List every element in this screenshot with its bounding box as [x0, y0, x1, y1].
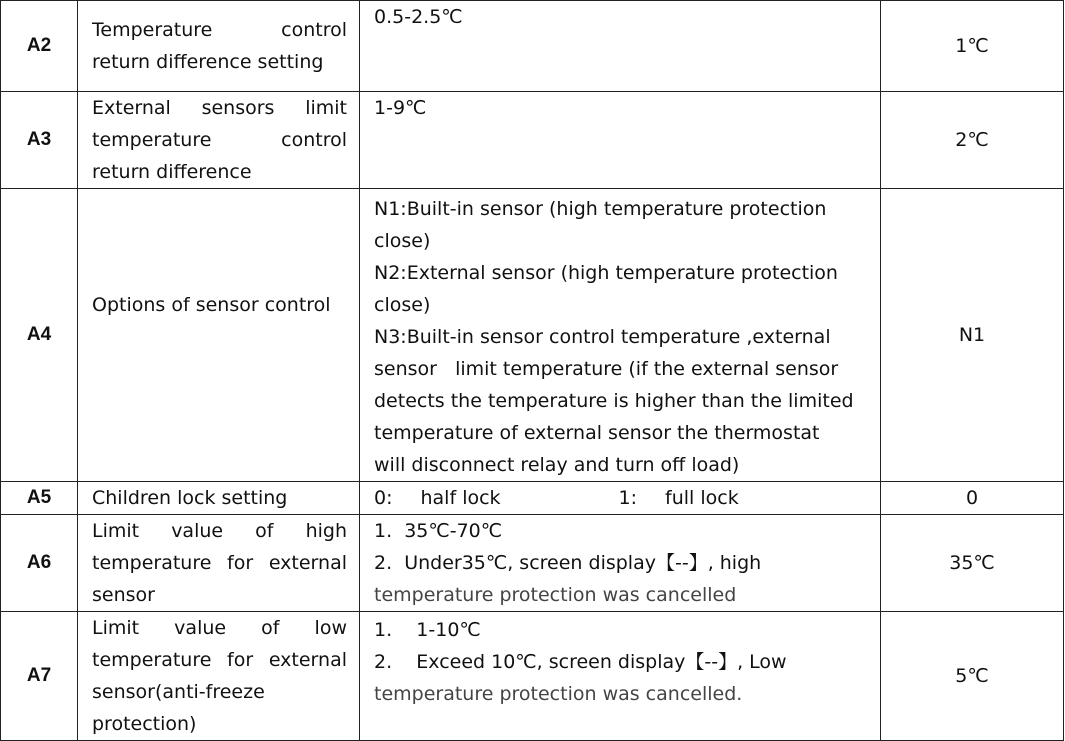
range-line: 2. Under35℃, screen display【--】, high — [374, 552, 762, 574]
name-line: External sensors limit — [92, 97, 347, 119]
name-line: temperature for external — [92, 649, 347, 671]
default-value: N1 — [881, 189, 1064, 482]
parameter-code: A4 — [1, 189, 78, 482]
parameter-code: A7 — [1, 612, 78, 741]
range-line: temperature of external sensor the thermostat — [374, 422, 820, 444]
range-line: temperature protection was cancelled. — [374, 683, 743, 705]
name-line: sensor — [92, 584, 155, 606]
parameter-name — [78, 515, 360, 612]
setting-range — [360, 1, 881, 92]
parameter-name: Children lock setting — [78, 482, 360, 515]
setting-range — [360, 92, 881, 189]
name-line: sensor(anti-freeze — [92, 681, 265, 703]
parameter-name: Options of sensor control — [78, 189, 360, 482]
table-row — [1, 189, 1064, 482]
range-line: temperature protection was cancelled — [374, 584, 737, 606]
setting-range — [360, 482, 881, 515]
option-label: half lock — [420, 487, 501, 509]
default-value: 35℃ — [881, 515, 1064, 612]
range-line: close) — [374, 294, 431, 316]
table-row — [1, 515, 1064, 612]
parameter-code: A6 — [1, 515, 78, 612]
parameter-code: A2 — [1, 1, 78, 92]
range-line: 2. Exceed 10℃, screen display【--】, Low — [374, 651, 787, 673]
option-label: full lock — [665, 487, 739, 509]
range-line: 1-9℃ — [374, 97, 427, 119]
option-key: 0: — [374, 487, 393, 509]
name-line: temperature control — [92, 129, 347, 151]
range-line: sensor limit temperature (if the external sensor — [374, 358, 839, 380]
parameter-code: A3 — [1, 92, 78, 189]
parameter-name — [78, 612, 360, 741]
name-line: Limit value of low — [92, 617, 347, 639]
name-line: Limit value of high — [92, 520, 347, 542]
range-line: 0.5-2.5℃ — [374, 6, 463, 28]
range-line: will disconnect relay and turn off load) — [374, 454, 740, 476]
range-line: close) — [374, 230, 431, 252]
range-line: N3:Built-in sensor control temperature ,external — [374, 326, 831, 348]
name-line: protection) — [92, 713, 197, 735]
setting-range — [360, 612, 881, 741]
parameter-name — [78, 92, 360, 189]
range-line: 1. 35℃-70℃ — [374, 520, 503, 542]
table-row — [1, 612, 1064, 741]
range-line: 1. 1-10℃ — [374, 619, 481, 641]
default-value: 2℃ — [881, 92, 1064, 189]
range-line: N1:Built-in sensor (high temperature protection — [374, 198, 827, 220]
default-value: 0 — [881, 482, 1064, 515]
table-row — [1, 482, 1064, 515]
option-key: 1: — [618, 487, 638, 509]
parameter-name — [78, 1, 360, 92]
table-row — [1, 92, 1064, 189]
setting-range — [360, 189, 881, 482]
table-row — [1, 1, 1064, 92]
name-line: Temperature control — [92, 19, 347, 41]
setting-range — [360, 515, 881, 612]
name-line: temperature for external — [92, 552, 347, 574]
range-line: N2:External sensor (high temperature protection — [374, 262, 838, 284]
name-line: return difference setting — [92, 51, 324, 73]
parameter-code: A5 — [1, 482, 78, 515]
range-line: detects the temperature is higher than the limited — [374, 390, 854, 412]
name-line: return difference — [92, 161, 252, 183]
default-value: 5℃ — [881, 612, 1064, 741]
default-value: 1℃ — [881, 1, 1064, 92]
